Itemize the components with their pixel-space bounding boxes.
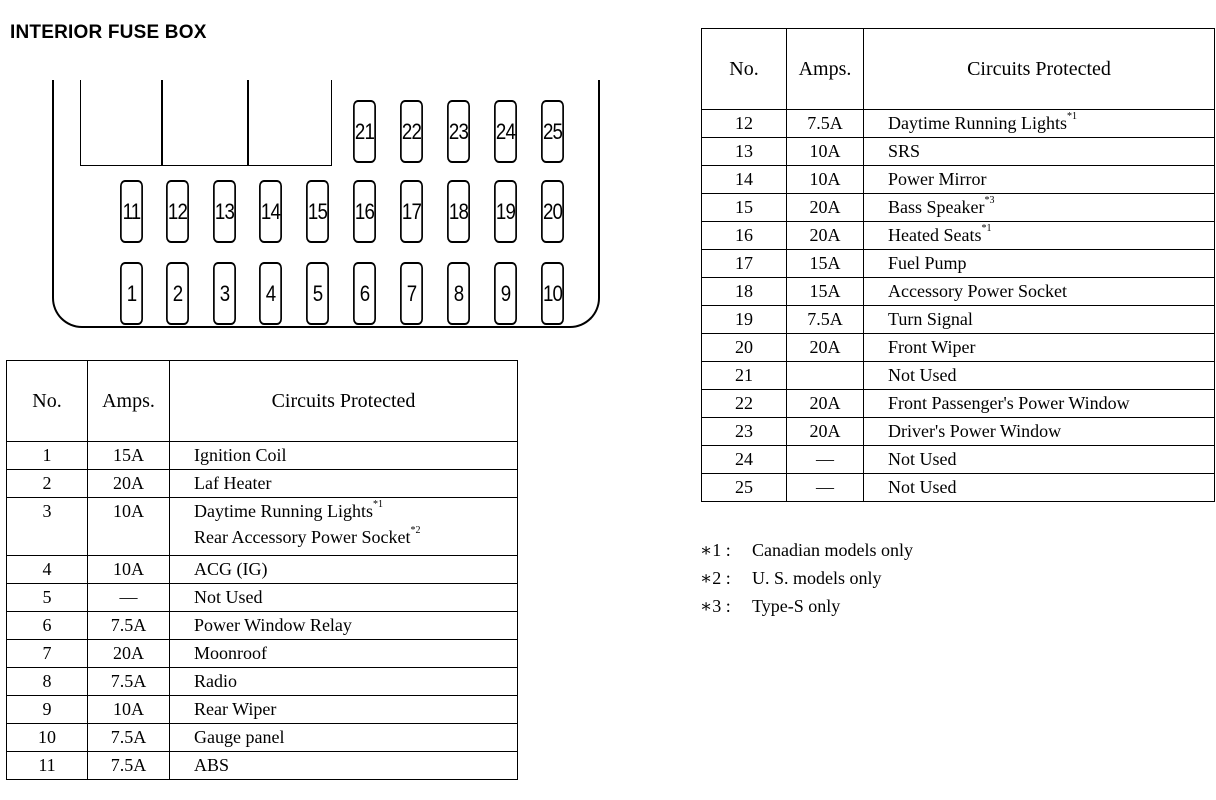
circuit-protected — [864, 222, 1215, 250]
table-row — [702, 334, 1215, 362]
circuit-protected — [170, 498, 518, 556]
circuit-protected — [170, 668, 518, 696]
fuse-number: 1 — [7, 442, 88, 470]
fuse-amps: 10A — [88, 498, 170, 556]
table-row — [7, 442, 518, 470]
circuit-text: Turn Signal — [888, 309, 973, 329]
circuit-name — [194, 501, 517, 522]
fuse-amps: 7.5A — [88, 724, 170, 752]
table-row — [702, 390, 1215, 418]
circuit-text: Ignition Coil — [194, 445, 287, 465]
circuit-text: Daytime Running Lights — [194, 501, 373, 521]
fuse-amps: 20A — [787, 194, 864, 222]
circuit-protected — [864, 138, 1215, 166]
circuit-name — [194, 527, 517, 548]
circuit-name — [888, 309, 1214, 330]
footnote — [700, 540, 913, 568]
footnotes — [700, 540, 913, 624]
circuit-name — [194, 755, 517, 776]
footnote-key: ∗1 : — [700, 540, 731, 560]
fuse-20: 20 — [541, 180, 564, 243]
circuit-name — [194, 445, 517, 466]
fuse-number: 20 — [702, 334, 787, 362]
footnote-marker: *2 — [410, 525, 421, 536]
circuit-name — [888, 169, 1214, 190]
circuit-protected — [864, 418, 1215, 446]
fuse-number: 15 — [702, 194, 787, 222]
fuse-number: 13 — [702, 138, 787, 166]
circuit-text: Gauge panel — [194, 727, 285, 747]
circuit-name — [888, 449, 1214, 470]
fuse-number: 18 — [702, 278, 787, 306]
circuit-name — [888, 253, 1214, 274]
header-no: No. — [702, 29, 787, 110]
circuit-name — [194, 559, 517, 580]
relay-slot — [162, 80, 248, 166]
page-title: INTERIOR FUSE BOX — [10, 22, 207, 43]
circuit-name — [888, 113, 1214, 134]
circuit-name — [194, 699, 517, 720]
table-row — [702, 278, 1215, 306]
fuse-22: 22 — [400, 100, 423, 163]
circuit-protected — [864, 446, 1215, 474]
fuse-10: 10 — [541, 262, 564, 325]
header-amps: Amps. — [88, 361, 170, 442]
fuse-amps: 15A — [787, 278, 864, 306]
fuse-number: 12 — [702, 110, 787, 138]
circuit-text: Daytime Running Lights — [888, 113, 1067, 133]
fuse-1: 1 — [120, 262, 143, 325]
circuit-protected — [170, 752, 518, 780]
table-row — [702, 418, 1215, 446]
header-no: No. — [7, 361, 88, 442]
circuit-protected — [170, 724, 518, 752]
fuse-box-diagram — [52, 80, 600, 328]
table-row — [7, 584, 518, 612]
table-row — [702, 138, 1215, 166]
circuit-name — [194, 671, 517, 692]
fuse-4: 4 — [259, 262, 282, 325]
circuit-name — [194, 615, 517, 636]
circuit-text: ABS — [194, 755, 230, 775]
table-row — [702, 250, 1215, 278]
fuse-14: 14 — [259, 180, 282, 243]
fuse-amps: 7.5A — [787, 306, 864, 334]
circuit-text: Not Used — [888, 365, 957, 385]
circuit-text: Front Wiper — [888, 337, 976, 357]
circuit-protected — [864, 390, 1215, 418]
table-row — [7, 556, 518, 584]
circuit-name — [194, 727, 517, 748]
circuit-name — [888, 281, 1214, 302]
circuit-text: Fuel Pump — [888, 253, 967, 273]
fuse-table-left — [6, 360, 518, 780]
circuit-name — [888, 197, 1214, 218]
table-row — [7, 470, 518, 498]
table-header-row — [702, 29, 1215, 110]
fuse-number: 14 — [702, 166, 787, 194]
table-row — [7, 752, 518, 780]
fuse-number: 22 — [702, 390, 787, 418]
fuse-amps: 15A — [88, 442, 170, 470]
footnote — [700, 568, 913, 596]
fuse-number: 8 — [7, 668, 88, 696]
fuse-number: 5 — [7, 584, 88, 612]
circuit-text: Not Used — [194, 587, 263, 607]
footnote-text: Type-S only — [752, 596, 841, 616]
fuse-7: 7 — [400, 262, 423, 325]
table-row — [7, 668, 518, 696]
fuse-25: 25 — [541, 100, 564, 163]
circuit-name — [888, 365, 1214, 386]
fuse-table-right — [701, 28, 1215, 502]
circuit-text: Not Used — [888, 477, 957, 497]
circuit-protected — [864, 474, 1215, 502]
fuse-number: 16 — [702, 222, 787, 250]
table-row — [702, 446, 1215, 474]
fuse-number: 2 — [7, 470, 88, 498]
circuit-protected — [864, 334, 1215, 362]
fuse-amps: 10A — [88, 696, 170, 724]
table-row — [702, 474, 1215, 502]
fuse-number: 24 — [702, 446, 787, 474]
fuse-3: 3 — [213, 262, 236, 325]
circuit-text: Bass Speaker — [888, 197, 985, 217]
header-amps: Amps. — [787, 29, 864, 110]
fuse-6: 6 — [353, 262, 376, 325]
circuit-text: Accessory Power Socket — [888, 281, 1067, 301]
circuit-protected — [170, 470, 518, 498]
fuse-amps: 20A — [787, 418, 864, 446]
fuse-number: 9 — [7, 696, 88, 724]
circuit-name — [888, 225, 1214, 246]
fuse-17: 17 — [400, 180, 423, 243]
relay-slot — [248, 80, 332, 166]
fuse-amps: 20A — [88, 640, 170, 668]
circuit-text: Driver's Power Window — [888, 421, 1062, 441]
fuse-amps: 20A — [787, 334, 864, 362]
fuse-amps: 7.5A — [88, 612, 170, 640]
fuse-2: 2 — [166, 262, 189, 325]
circuit-name — [888, 393, 1214, 414]
table-row — [7, 640, 518, 668]
circuit-name — [194, 473, 517, 494]
circuit-protected — [864, 362, 1215, 390]
footnote-key: ∗2 : — [700, 568, 731, 588]
footnote-marker: *1 — [373, 499, 383, 510]
fuse-amps: 15A — [787, 250, 864, 278]
fuse-24: 24 — [494, 100, 517, 163]
table-row — [7, 498, 518, 556]
table-header-row — [7, 361, 518, 442]
circuit-protected — [170, 612, 518, 640]
table-row — [702, 110, 1215, 138]
circuit-protected — [170, 640, 518, 668]
fuse-19: 19 — [494, 180, 517, 243]
circuit-text: Heated Seats — [888, 225, 982, 245]
circuit-protected — [170, 584, 518, 612]
footnote-text: Canadian models only — [752, 540, 913, 560]
circuit-text: Rear Wiper — [194, 699, 277, 719]
fuse-amps: — — [787, 446, 864, 474]
circuit-name — [888, 421, 1214, 442]
fuse-number: 10 — [7, 724, 88, 752]
relay-slot — [80, 80, 162, 166]
fuse-21: 21 — [353, 100, 376, 163]
fuse-number: 4 — [7, 556, 88, 584]
fuse-number: 6 — [7, 612, 88, 640]
circuit-protected — [864, 278, 1215, 306]
header-circuits: Circuits Protected — [864, 29, 1215, 110]
fuse-8: 8 — [447, 262, 470, 325]
table-row — [7, 724, 518, 752]
circuit-protected — [170, 696, 518, 724]
table-row — [7, 696, 518, 724]
fuse-amps: 10A — [88, 556, 170, 584]
circuit-protected — [864, 194, 1215, 222]
circuit-text: Rear Accessory Power Socket — [194, 527, 411, 547]
circuit-name — [888, 141, 1214, 162]
circuit-name — [194, 643, 517, 664]
fuse-12: 12 — [166, 180, 189, 243]
footnote-marker: *3 — [984, 195, 995, 206]
fuse-amps: 10A — [787, 138, 864, 166]
fuse-number: 23 — [702, 418, 787, 446]
fuse-9: 9 — [494, 262, 517, 325]
circuit-protected — [864, 166, 1215, 194]
fuse-16: 16 — [353, 180, 376, 243]
circuit-text: Not Used — [888, 449, 957, 469]
circuit-text: SRS — [888, 141, 921, 161]
fuse-amps: 20A — [787, 222, 864, 250]
table-row — [7, 612, 518, 640]
fuse-number: 7 — [7, 640, 88, 668]
fuse-amps: 20A — [787, 390, 864, 418]
fuse-amps: 10A — [787, 166, 864, 194]
fuse-5: 5 — [306, 262, 329, 325]
fuse-15: 15 — [306, 180, 329, 243]
circuit-name — [888, 337, 1214, 358]
header-circuits: Circuits Protected — [170, 361, 518, 442]
fuse-11: 11 — [120, 180, 143, 243]
footnote-key: ∗3 : — [700, 596, 731, 616]
fuse-amps: 20A — [88, 470, 170, 498]
fuse-number: 3 — [7, 498, 88, 556]
fuse-amps: — — [787, 474, 864, 502]
fuse-number: 19 — [702, 306, 787, 334]
fuse-18: 18 — [447, 180, 470, 243]
circuit-text: Front Passenger's Power Window — [888, 393, 1130, 413]
circuit-text: Power Mirror — [888, 169, 987, 189]
circuit-text: Power Window Relay — [194, 615, 352, 635]
footnote-text: U. S. models only — [752, 568, 882, 588]
footnote-marker: *1 — [1067, 111, 1077, 122]
fuse-amps: 7.5A — [787, 110, 864, 138]
circuit-text: Moonroof — [194, 643, 267, 663]
fuse-amps: — — [88, 584, 170, 612]
fuse-number: 17 — [702, 250, 787, 278]
table-row — [702, 306, 1215, 334]
table-row — [702, 362, 1215, 390]
fuse-amps: 7.5A — [88, 668, 170, 696]
fuse-number: 21 — [702, 362, 787, 390]
circuit-protected — [864, 306, 1215, 334]
table-row — [702, 166, 1215, 194]
circuit-text: Laf Heater — [194, 473, 272, 493]
fuse-13: 13 — [213, 180, 236, 243]
fuse-number: 11 — [7, 752, 88, 780]
circuit-protected — [864, 250, 1215, 278]
footnote-marker: *1 — [981, 223, 992, 234]
table-row — [702, 194, 1215, 222]
circuit-protected — [170, 556, 518, 584]
circuit-name — [194, 587, 517, 608]
fuse-23: 23 — [447, 100, 470, 163]
circuit-name — [888, 477, 1214, 498]
fuse-amps — [787, 362, 864, 390]
circuit-protected — [864, 110, 1215, 138]
table-row — [702, 222, 1215, 250]
circuit-protected — [170, 442, 518, 470]
fuse-amps: 7.5A — [88, 752, 170, 780]
footnote — [700, 596, 913, 624]
fuse-number: 25 — [702, 474, 787, 502]
circuit-text: Radio — [194, 671, 237, 691]
circuit-text: ACG (IG) — [194, 559, 268, 579]
